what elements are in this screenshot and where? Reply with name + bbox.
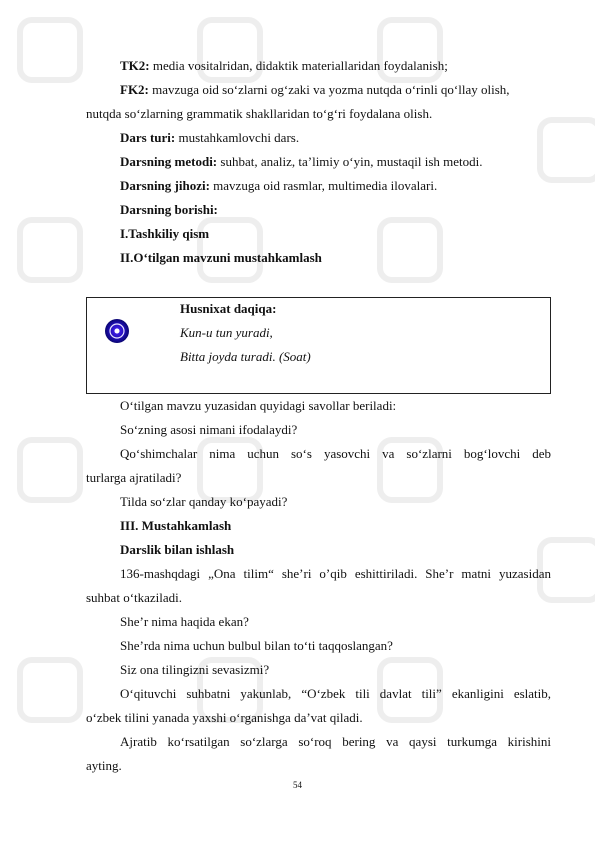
disc-icon bbox=[104, 318, 130, 344]
paragraph: Qo‘shimchalar nima uchun so‘s yasovchi va so‘zlarni bog‘lovchi deb bbox=[120, 446, 551, 461]
paragraph: So‘zning asosi nimani ifodalaydi? bbox=[120, 422, 298, 437]
riddle-line-1: Kun-u tun yuradi, bbox=[180, 325, 273, 340]
calligraphy-title: Husnixat daqiqa: bbox=[180, 301, 277, 316]
paragraph: 136-mashqdagi „Ona tilim“ she’ri o’qib eshittiriladi. She’r matni yuzasidan bbox=[120, 566, 551, 581]
paragraph-continued: turlarga ajratiladi? bbox=[86, 470, 182, 485]
fk2-line-continued: nutqda so‘zlarning grammatik shakllaridan to‘g‘ri foydalana olish. bbox=[86, 106, 433, 121]
tk2-text: media vositalridan, didaktik materiallaridan foydalanish; bbox=[149, 58, 448, 73]
organizational-part-heading: I.Tashkiliy qism bbox=[120, 226, 210, 241]
reinforcement-heading: II.O‘tilgan mavzuni mustahkamlash bbox=[120, 250, 322, 265]
mustahkamlash-heading: III. Mustahkamlash bbox=[120, 518, 232, 533]
textbook-work-heading: Darslik bilan ishlash bbox=[120, 542, 235, 557]
tk2-line bbox=[120, 57, 448, 75]
lesson-type-label: Dars turi: bbox=[120, 130, 176, 145]
paragraph: O‘qituvchi suhbatni yakunlab, “O‘zbek tili davlat tili” ekanligini eslatib, bbox=[120, 686, 551, 701]
lesson-method-label: Darsning metodi: bbox=[120, 154, 218, 169]
lesson-type-line bbox=[120, 129, 299, 147]
paragraph: O‘tilgan mavzu yuzasidan quyidagi savollar beriladi: bbox=[120, 398, 397, 413]
paragraph: Siz ona tilingizni sevasizmi? bbox=[120, 662, 270, 677]
fk2-label: FK2: bbox=[120, 82, 149, 97]
lesson-progress-heading: Darsning borishi: bbox=[120, 202, 218, 217]
paragraph: She’rda nima uchun bulbul bilan to‘ti taqqoslangan? bbox=[120, 638, 393, 653]
paragraph: Ajratib ko‘rsatilgan so‘zlarga so‘roq bering va qaysi turkumga kirishini bbox=[120, 734, 551, 749]
lesson-equipment-label: Darsning jihozi: bbox=[120, 178, 210, 193]
paragraph-continued: ayting. bbox=[86, 758, 122, 773]
fk2-text: mavzuga oid so‘zlarni og‘zaki va yozma nutqda o‘rinli qo‘llay olish, bbox=[148, 82, 510, 97]
riddle-line-2: Bitta joyda turadi. (Soat) bbox=[180, 349, 311, 364]
paragraph: She’r nima haqida ekan? bbox=[120, 614, 249, 629]
page-number: 54 bbox=[293, 780, 302, 790]
paragraph-continued: suhbat o‘tkaziladi. bbox=[86, 590, 183, 605]
paragraph: Tilda so‘zlar qanday ko‘payadi? bbox=[120, 494, 288, 509]
paragraph-continued: o‘zbek tilini yanada yaxshi o‘rganishga da’vat qiladi. bbox=[86, 710, 363, 725]
lesson-equipment-line bbox=[120, 177, 437, 195]
lesson-equipment-text: mavzuga oid rasmlar, multimedia ilovalari. bbox=[209, 178, 438, 193]
calligraphy-box bbox=[86, 297, 551, 394]
tk2-label: TK2: bbox=[120, 58, 150, 73]
fk2-line bbox=[120, 81, 551, 99]
lesson-type-text: mustahkamlovchi dars. bbox=[175, 130, 300, 145]
lesson-method-text: suhbat, analiz, ta’limiy o‘yin, mustaqil ish metodi. bbox=[217, 154, 483, 169]
lesson-method-line bbox=[120, 153, 483, 171]
